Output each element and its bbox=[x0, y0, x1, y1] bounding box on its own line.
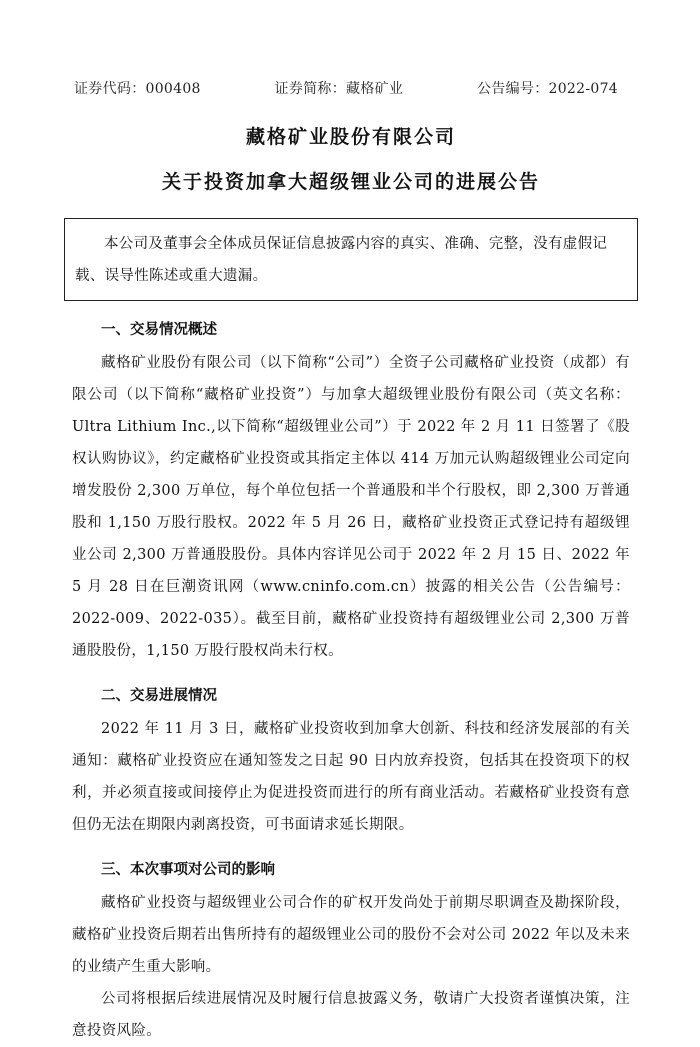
section-transaction-overview bbox=[72, 317, 630, 667]
document-header bbox=[72, 78, 630, 98]
company-title: 藏格矿业股份有限公司 bbox=[245, 126, 456, 148]
announcement-number: 公告编号：2022-074 bbox=[477, 81, 618, 97]
section-paragraph: 2022 年 11 月 3 日，藏格矿业投资收到加拿大创新、科技和经济发展部的有关通知：藏格矿业投资应在通知签发之日起 90 日内放弃投资，包括其在投资项下的权利，并必须直接或间接停止为促进投资而进行的所有商业活动。若藏格矿业投资有意但仍无法在期限内剥离投资，可书面请求延长期限。 bbox=[72, 721, 630, 833]
stock-code: 证券代码：000408 bbox=[74, 81, 201, 97]
section-paragraph: 公司将根据后续进展情况及时履行信息披露义务，敬请广大投资者谨慎决策，注意投资风险。 bbox=[72, 991, 630, 1039]
section-heading: 一、交易情况概述 bbox=[101, 321, 217, 338]
stock-name: 证券简称：藏格矿业 bbox=[274, 81, 404, 97]
section-paragraph: 藏格矿业投资与超级锂业公司合作的矿权开发尚处于前期尽职调查及勘探阶段，藏格矿业投资后期若出售所持有的超级锂业公司的股份不会对公司 2022 年以及未来的业绩产生重大影响。 bbox=[72, 895, 630, 975]
section-impact-on-company bbox=[72, 857, 630, 1047]
section-heading: 二、交易进展情况 bbox=[101, 687, 217, 704]
section-paragraph: 藏格矿业股份有限公司（以下简称“公司”）全资子公司藏格矿业投资（成都）有限公司（以下简称“藏格矿业投资”）与加拿大超级锂业股份有限公司（英文名称：Ultra Lithium Inc.,以下简称“超级锂业公司”）于 2022 年 2 月 11 日签署了《股权认购协议》，约定藏格矿业投资或其指定主体以 414 万加元认购超级锂业公司定向增发股份 2,300 万单位，每个单位包括一个普通股和半个行股权，即 2,300 万普通股和 1,150 万股行股权。2022 年 5 月 26 日，藏格矿业投资正式登记持有超级锂业公司 2,300 万普通股股份。具体内容详见公司于 2022 年 2 月 15 日、2022 年 5 月 28 日在巨潮资讯网（www.cninfo.com.cn）披露的相关公告（公告编号：2022-009、2022-035）。截至目前，藏格矿业投资持有超级锂业公司 2,300 万普通股股份，1,150 万股行股权尚未行权。 bbox=[72, 355, 630, 659]
board-guarantee-notice: 本公司及董事会全体成员保证信息披露内容的真实、准确、完整，没有虚假记载、误导性陈述或重大遗漏。 bbox=[64, 218, 638, 301]
section-heading: 三、本次事项对公司的影响 bbox=[101, 861, 275, 878]
announcement-title: 关于投资加拿大超级锂业公司的进展公告 bbox=[161, 171, 540, 193]
section-transaction-progress bbox=[72, 683, 630, 841]
